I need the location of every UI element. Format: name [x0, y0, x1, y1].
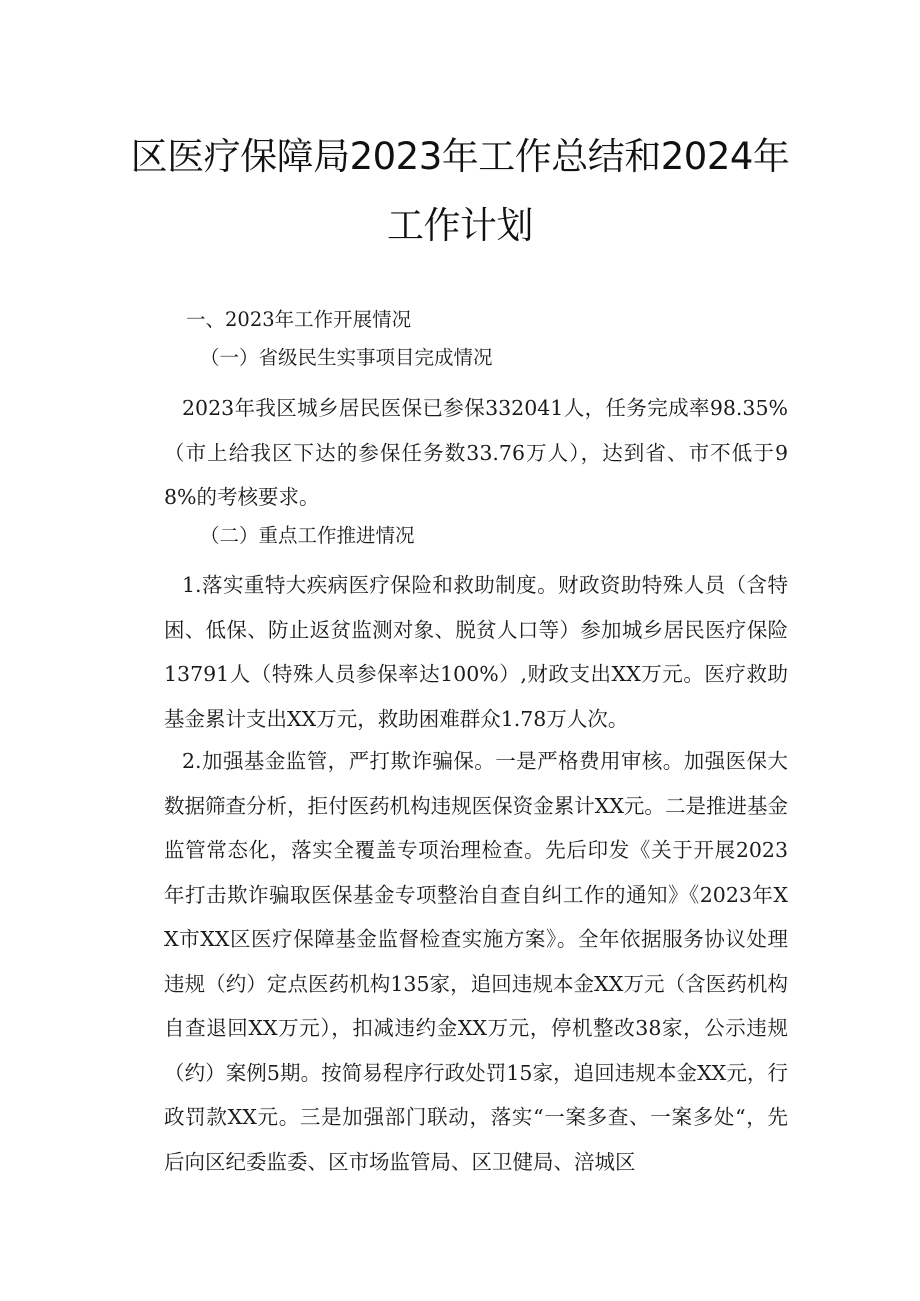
paragraph-fund-supervision: 2.加强基金监管，严打欺诈骗保。一是严格费用审核。加强医保大数据筛查分析，拒付医药机构违规医保资金累计XX元。二是推进基金监管常态化，落实全覆盖专项治理检查。先后印发《关于开展2023年打击欺诈骗取医保基金专项整治自查自纠工作的通知》《2023年XX市XX区医疗保障基金监督检查实施方案》。全年依据服务协议处理违规（约）定点医药机构135家，追回违规本金XX万元（含医药机构自查退回XX万元），扣减违约金XX万元，停机整改38家，公示违规（约）案例5期。按简易程序行政处罚15家，追回违规本金XX元，行政罚款XX元。三是加强部门联动，落实“一案多查、一案多处“，先后向区纪委监委、区市场监管局、区卫健局、涪城区: [164, 749, 788, 1174]
paragraph-enrollment: 2023年我区城乡居民医保已参保332041人，任务完成率98.35%（市上给我区下达的参保任务数33.76万人），达到省、市不低于98%的考核要求。: [164, 396, 788, 509]
document-title-line-2: 工作计划: [387, 204, 533, 247]
subsection-heading-2: （二）重点工作推进情况: [200, 524, 415, 547]
subsection-heading-1: （一）省级民生实事项目完成情况: [200, 346, 493, 369]
section-heading-1: 一、2023年工作开展情况: [186, 308, 412, 331]
paragraph-medical-assistance: 1.落实重特大疾病医疗保险和救助制度。财政资助特殊人员（含特困、低保、防止返贫监测对象、脱贫人口等）参加城乡居民医疗保险13791人（特殊人员参保率达100%）,财政支出XX万元。医疗救助基金累计支出XX万元，救助困难群众1.78万人次。: [164, 573, 788, 731]
document-title-line-1: 区医疗保障局2023年工作总结和2024年: [130, 135, 790, 178]
